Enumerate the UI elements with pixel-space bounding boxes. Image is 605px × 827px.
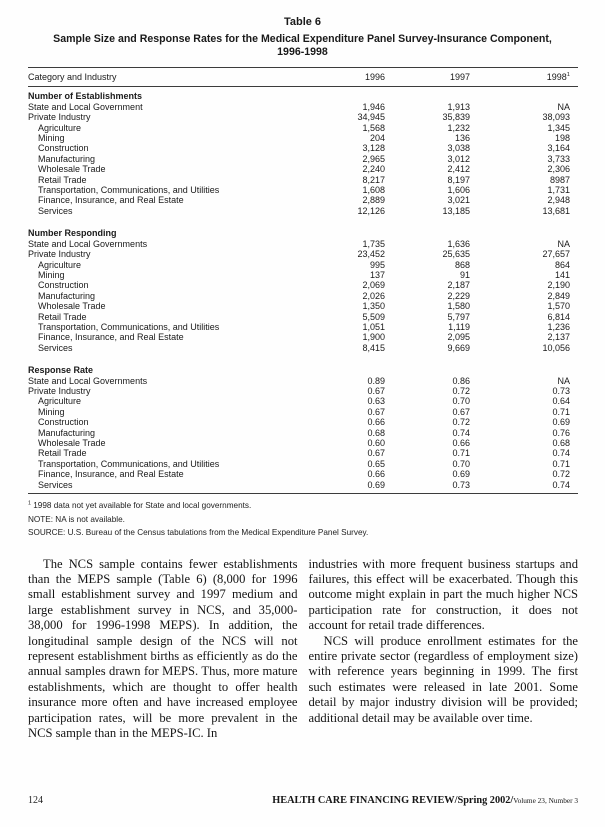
- table-row: [28, 301, 578, 311]
- table-row: [28, 407, 578, 417]
- row-label: Retail Trade: [38, 174, 87, 185]
- table-row: [28, 102, 578, 112]
- cell-1998: 0.72: [552, 469, 570, 480]
- cell-1996: 5,509: [362, 311, 385, 322]
- table-footnotes: [28, 500, 578, 540]
- section-header-row: [28, 353, 578, 375]
- cell-1996: 1,735: [362, 238, 385, 249]
- cell-1996: 2,026: [362, 290, 385, 301]
- cell-1998: 13,681: [542, 205, 570, 216]
- row-label: Services: [38, 205, 73, 216]
- cell-1997: 1,119: [448, 321, 470, 332]
- cell-1998: 8987: [549, 174, 570, 185]
- table-title: Sample Size and Response Rates for the Medical Expenditure Panel Survey-Insurance Component, 1996-1998: [53, 33, 552, 58]
- cell-1996: 8,217: [362, 174, 385, 185]
- cell-1998: 1,570: [547, 301, 570, 312]
- note-line: NOTE: NA is not available.: [28, 514, 125, 524]
- column-header-1998: [476, 68, 578, 87]
- paragraph-left: The NCS sample contains fewer establishments than the MEPS sample (Table 6) (8,000 for 1996 small establishment survey and 1997 medium and large establishment survey in NCS, and 35,000-38,000 for 1996-1998 MEPS). In addition, the longitudinal sample design of the NCS will not represent establishment births as efficiently as do the annual samples drawn for MEPS. Thus, more mature establishments, which are thought to offer health insurance more often and have increased employee participation rates, will be more prevalent in the NCS sample than in the MEPS-IC. In: [28, 556, 298, 740]
- cell-1997: 3,012: [447, 153, 470, 164]
- journal-line: [272, 795, 578, 806]
- cell-1998: 6,814: [547, 311, 570, 322]
- cell-1998: 0.69: [552, 417, 570, 428]
- cell-1996: 0.89: [367, 375, 385, 386]
- cell-1998: NA: [557, 238, 570, 249]
- left-column: [28, 557, 298, 742]
- cell-1998: 2,849: [547, 290, 570, 301]
- cell-1997: 0.71: [452, 448, 470, 459]
- cell-1996: 3,128: [362, 143, 385, 154]
- cell-1997: 91: [459, 269, 470, 280]
- cell-1997: 3,021: [447, 195, 470, 206]
- cell-1996: 0.66: [367, 469, 385, 480]
- journal-title: HEALTH CARE FINANCING REVIEW/Spring 2002/: [272, 795, 514, 806]
- cell-1998: 2,190: [547, 280, 570, 291]
- section-header: Response Rate: [28, 365, 94, 376]
- table-row: [28, 154, 578, 164]
- row-label: Manufacturing: [38, 153, 96, 164]
- cell-1996: 2,889: [362, 195, 385, 206]
- cell-1996: 0.69: [293, 480, 388, 494]
- cell-1997: 0.86: [452, 375, 470, 386]
- cell-1997: 136: [454, 133, 470, 144]
- page-footer: [28, 795, 578, 806]
- row-label: Transportation, Communications, and Utilities: [38, 458, 220, 469]
- table-row: [28, 469, 578, 479]
- cell-1997: 2,229: [447, 290, 470, 301]
- cell-1996: 12,126: [357, 205, 385, 216]
- cell-1998: 0.71: [552, 458, 570, 469]
- row-label: Wholesale Trade: [38, 301, 106, 312]
- table-row: [28, 291, 578, 301]
- row-label: State and Local Government: [28, 101, 143, 112]
- row-label: Finance, Insurance, and Real Estate: [38, 195, 184, 206]
- cell-1997: 2,187: [447, 280, 470, 291]
- column-header-1998-text: 1998: [546, 72, 567, 82]
- cell-1996: 0.67: [367, 406, 385, 417]
- cell-1996: 0.68: [367, 427, 385, 438]
- table6: [28, 67, 578, 494]
- table-row: [28, 459, 578, 469]
- row-label: Retail Trade: [38, 448, 87, 459]
- row-label: Finance, Insurance, and Real Estate: [38, 469, 184, 480]
- table-row: [28, 164, 578, 174]
- cell-1996: 2,069: [362, 280, 385, 291]
- body-text: [28, 557, 578, 742]
- section-header-row: [28, 216, 578, 238]
- cell-1996: 0.67: [367, 385, 385, 396]
- row-label: Manufacturing: [38, 290, 96, 301]
- table-row: [28, 343, 578, 353]
- table-row: [28, 396, 578, 406]
- column-header-1996: 1996: [293, 68, 388, 87]
- cell-1996: 0.67: [367, 448, 385, 459]
- table-row: [28, 280, 578, 290]
- table-row: [28, 332, 578, 342]
- paragraph-right-2: NCS will produce enrollment estimates for the entire private sector (regardless of employment size) with reference years beginning in 1999. The first such estimates were released in late 2001. Some detail by major industry division will be provided; additional detail may be available over time.: [308, 633, 578, 725]
- table-row: [28, 175, 578, 185]
- table-row: [28, 143, 578, 153]
- table-row: [28, 386, 578, 396]
- cell-1996: 34,945: [357, 112, 385, 123]
- table-row: [28, 312, 578, 322]
- cell-1998: 0.76: [552, 427, 570, 438]
- table-row: [28, 239, 578, 249]
- cell-1998: 10,056: [542, 342, 570, 353]
- cell-1996: 2,240: [362, 164, 385, 175]
- row-label: State and Local Governments: [28, 375, 148, 386]
- cell-1997: 0.72: [452, 385, 470, 396]
- cell-1998: 0.64: [552, 396, 570, 407]
- row-label: Services: [38, 342, 73, 353]
- cell-1997: 0.66: [452, 438, 470, 448]
- table-row: [28, 185, 578, 195]
- row-label: State and Local Governments: [28, 238, 148, 249]
- table-row: [28, 133, 578, 143]
- cell-1996: 204: [369, 133, 385, 144]
- row-label: Mining: [38, 133, 65, 144]
- cell-1997: 25,635: [442, 249, 470, 260]
- row-label: Transportation, Communications, and Utilities: [38, 321, 220, 332]
- right-column: [309, 557, 579, 742]
- cell-1998: 2,137: [547, 332, 570, 343]
- table-row: [28, 195, 578, 205]
- cell-1998: 3,733: [547, 153, 570, 164]
- cell-1996: 0.60: [367, 438, 385, 448]
- column-header-category: Category and Industry: [28, 68, 293, 87]
- row-label: Construction: [38, 417, 89, 428]
- row-label: Private Industry: [28, 249, 91, 260]
- row-label: Construction: [38, 280, 89, 291]
- cell-1998: 1,731: [547, 185, 570, 196]
- cell-1996: 0.66: [367, 417, 385, 428]
- cell-1997: 5,797: [447, 311, 470, 322]
- cell-1998: 141: [554, 269, 570, 280]
- row-label: Wholesale Trade: [38, 438, 106, 448]
- row-label: Mining: [38, 406, 65, 417]
- table-row: [28, 480, 578, 494]
- footnote-marker: 1: [28, 500, 31, 507]
- footnote-marker-header: 1: [566, 72, 570, 78]
- footnote-1: [28, 500, 578, 513]
- cell-1998: 2,306: [547, 164, 570, 175]
- cell-1997: 0.72: [452, 417, 470, 428]
- cell-1997: 13,185: [442, 205, 470, 216]
- cell-1996: 1,900: [362, 332, 385, 343]
- cell-1996: 137: [369, 269, 385, 280]
- table-row: [28, 112, 578, 122]
- cell-1997: 0.67: [452, 406, 470, 417]
- cell-1996: 2,965: [362, 153, 385, 164]
- cell-1997: 868: [454, 259, 470, 270]
- cell-1996: 995: [369, 259, 385, 270]
- cell-1997: 1,580: [447, 301, 470, 312]
- source-line: SOURCE: U.S. Bureau of the Census tabulations from the Medical Expenditure Panel Survey.: [28, 528, 369, 538]
- cell-1998: 0.73: [552, 385, 570, 396]
- table-label: Table 6: [283, 16, 322, 28]
- cell-1998: 1,236: [547, 321, 570, 332]
- cell-1998: 2,948: [547, 195, 570, 206]
- cell-1998: NA: [557, 375, 570, 386]
- table-row: [28, 260, 578, 270]
- table-row: [28, 249, 578, 259]
- cell-1996: 1,608: [362, 185, 385, 196]
- row-label: Private Industry: [28, 112, 91, 123]
- cell-1997: 0.74: [452, 427, 470, 438]
- row-label: Mining: [38, 269, 65, 280]
- cell-1997: 0.70: [452, 396, 470, 407]
- row-label: Manufacturing: [38, 427, 96, 438]
- table-row: [28, 123, 578, 133]
- row-label: Agriculture: [38, 122, 82, 133]
- cell-1998: 0.68: [552, 438, 570, 448]
- cell-1997: 2,095: [447, 332, 470, 343]
- column-header-1997: 1997: [388, 68, 476, 87]
- section-header: Number of Establishments: [28, 91, 143, 102]
- row-label: Construction: [38, 143, 89, 154]
- row-label: Services: [28, 480, 293, 494]
- cell-1996: 1,051: [362, 321, 385, 332]
- row-label: Finance, Insurance, and Real Estate: [38, 332, 184, 343]
- column-header-row: [28, 68, 578, 87]
- table-row: [28, 206, 578, 216]
- table-row: [28, 376, 578, 386]
- cell-1998: 864: [554, 259, 570, 270]
- table-row: [28, 448, 578, 458]
- cell-1997: 1,636: [447, 238, 470, 249]
- cell-1998: 27,657: [542, 249, 570, 260]
- cell-1997: 0.73: [388, 480, 476, 494]
- table-row: [28, 438, 578, 448]
- section-header: Number Responding: [28, 228, 117, 239]
- table-body: [28, 87, 578, 494]
- section-header-row: [28, 87, 578, 102]
- cell-1998: 0.71: [552, 406, 570, 417]
- table-row: [28, 322, 578, 332]
- cell-1998: 0.74: [476, 480, 578, 494]
- cell-1997: 35,839: [442, 112, 470, 123]
- cell-1996: 1,946: [362, 101, 385, 112]
- cell-1997: 1,606: [447, 185, 470, 196]
- cell-1998: NA: [557, 101, 570, 112]
- cell-1998: 0.74: [552, 448, 570, 459]
- table-row: [28, 428, 578, 438]
- cell-1996: 1,350: [362, 301, 385, 312]
- cell-1996: 1,568: [362, 122, 385, 133]
- cell-1996: 8,415: [362, 342, 385, 353]
- cell-1996: 0.63: [367, 396, 385, 407]
- cell-1997: 3,038: [447, 143, 470, 154]
- row-label: Wholesale Trade: [38, 164, 106, 175]
- cell-1997: 1,232: [447, 122, 470, 133]
- page-number: 124: [28, 795, 43, 806]
- cell-1997: 2,412: [447, 164, 470, 175]
- journal-volume: Volume 23, Number 3: [513, 796, 578, 805]
- row-label: Transportation, Communications, and Utilities: [38, 185, 220, 196]
- cell-1997: 9,669: [447, 342, 470, 353]
- cell-1998: 38,093: [542, 112, 570, 123]
- table-row: [28, 270, 578, 280]
- cell-1996: 0.65: [367, 458, 385, 469]
- cell-1997: 0.69: [452, 469, 470, 480]
- cell-1998: 3,164: [547, 143, 570, 154]
- paragraph-right-1: industries with more frequent business startups and failures, this effect will be exacerbated. Though this outcome might explain in part the much higher NCS participation rate for construction, it does not account for retail trade differences.: [308, 556, 578, 633]
- row-label: Private Industry: [28, 385, 91, 396]
- row-label: Retail Trade: [38, 311, 87, 322]
- cell-1998: 1,345: [547, 122, 570, 133]
- cell-1997: 1,913: [447, 101, 470, 112]
- row-label: Agriculture: [38, 259, 82, 270]
- footnote-text: 1998 data not yet available for State and local governments.: [33, 501, 252, 511]
- cell-1996: 23,452: [357, 249, 385, 260]
- table-row: [28, 417, 578, 427]
- cell-1997: 0.70: [452, 458, 470, 469]
- row-label: Agriculture: [38, 396, 82, 407]
- cell-1997: 8,197: [447, 174, 470, 185]
- cell-1998: 198: [554, 133, 570, 144]
